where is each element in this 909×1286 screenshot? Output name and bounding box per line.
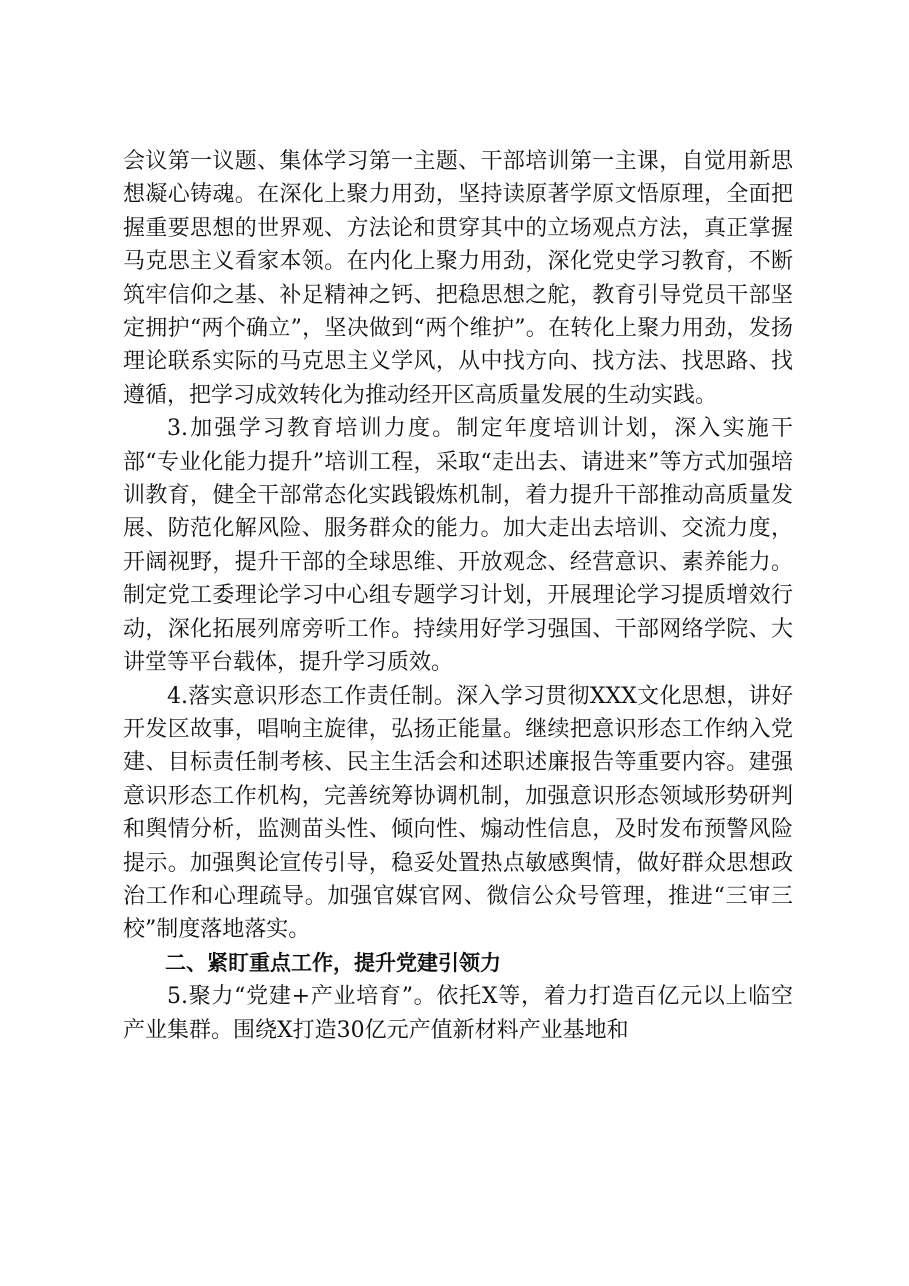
document-page xyxy=(123,145,793,1047)
section-heading: 二、紧盯重点工作，提升党建引领力 xyxy=(165,950,501,975)
paragraph-continuation: 会议第一议题、集体学习第一主题、干部培训第一主课，自觉用新思想凝心铸魂。在深化上聚力用劲，坚持读原著学原文悟原理，全面把握重要思想的世界观、方法论和贯穿其中的立场观点方法，真正掌握马克思主义看家本领。在内化上聚力用劲，深化党史学习教育，不断筑牢信仰之基、补足精神之钙、把稳思想之舵，教育引导党员干部坚定拥护“两个确立”，坚决做到“两个维护”。在转化上聚力用劲，发扬理论联系实际的马克思主义学风，从中找方向、找方法、找思路、找遵循，把学习成效转化为推动经开区高质量发展的生动实践。 xyxy=(123,149,793,408)
paragraph-item-3: 3.加强学习教育培训力度。制定年度培训计划，深入实施干部“专业化能力提升”培训工程，采取“走出去、请进来”等方式加强培训教育，健全干部常态化实践锻炼机制，着力提升干部推动高质量发展、防范化解风险、服务群众的能力。加大走出去培训、交流力度，开阔视野，提升干部的全球思维、开放观念、经营意识、素养能力。制定党工委理论学习中心组专题学习计划，开展理论学习提质增效行动，深化拓展列席旁听工作。持续用好学习强国、干部网络学院、大讲堂等平台载体，提升学习质效。 xyxy=(123,416,793,676)
paragraph-item-5: 5.聚力“党建+产业培育”。依托X等，着力打造百亿元以上临空产业集群。围绕X打造30亿元产值新材料产业基地和 xyxy=(123,984,793,1043)
paragraph-item-4: 4.落实意识形态工作责任制。深入学习贯彻XXX文化思想，讲好开发区故事，唱响主旋律，弘扬正能量。继续把意识形态工作纳入党建、目标责任制考核、民主生活会和述职述廉报告等重要内容。建强意识形态工作机构，完善统筹协调机制，加强意识形态领域形势研判和舆情分析，监测苗头性、倾向性、煽动性信息，及时发布预警风险提示。加强舆论宣传引导，稳妥处置热点敏感舆情，做好群众思想政治工作和心理疏导。加强官媒官网、微信公众号管理，推进“三审三校”制度落地落实。 xyxy=(123,683,793,943)
